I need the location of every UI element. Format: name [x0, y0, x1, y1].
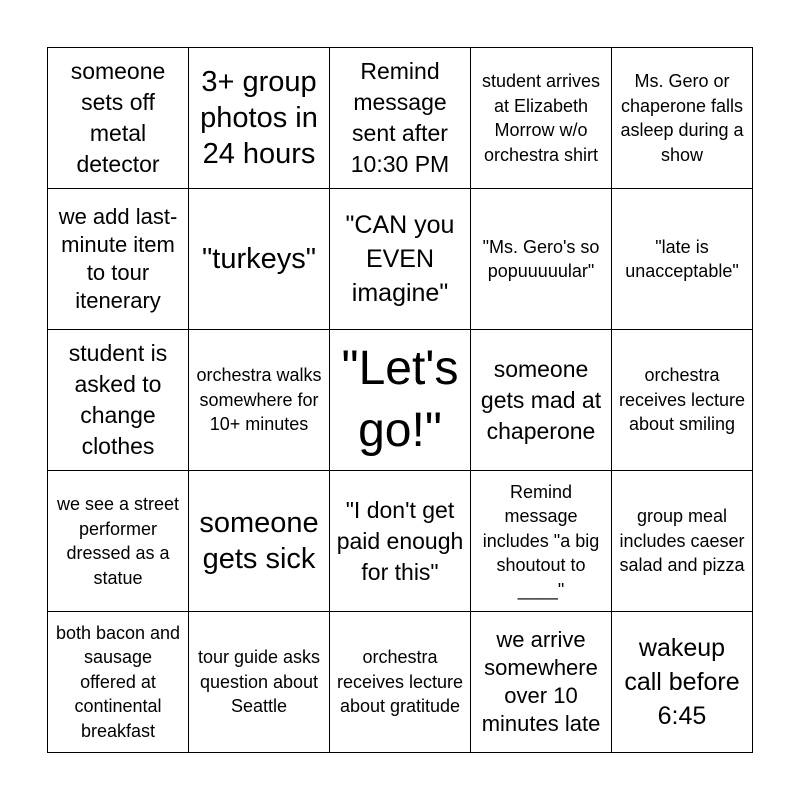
bingo-cell[interactable] — [471, 330, 612, 471]
cell-text: orchestra receives lecture about gratitude — [336, 647, 464, 717]
bingo-cell[interactable] — [612, 48, 753, 189]
cell-text: "late is unacceptable" — [625, 236, 739, 281]
cell-text: "Let's go!" — [341, 342, 459, 457]
bingo-cell[interactable] — [612, 330, 753, 471]
bingo-cell[interactable] — [48, 189, 189, 330]
bingo-cell[interactable] — [189, 189, 330, 330]
cell-text: student is asked to change clothes — [68, 340, 168, 459]
bingo-cell[interactable] — [330, 48, 471, 189]
bingo-cell[interactable] — [189, 612, 330, 753]
bingo-cell[interactable] — [471, 612, 612, 753]
bingo-cell[interactable] — [330, 189, 471, 330]
cell-text: someone gets mad at chaperone — [480, 355, 602, 444]
bingo-cell[interactable] — [471, 189, 612, 330]
bingo-cell[interactable] — [48, 471, 189, 612]
cell-text: "I don't get paid enough for this" — [336, 496, 464, 585]
cell-text: Remind message includes "a big shoutout to ____" — [482, 481, 600, 600]
cell-text: "turkeys" — [201, 243, 317, 275]
bingo-board — [47, 47, 753, 753]
cell-text: wakeup call before 6:45 — [624, 634, 740, 730]
cell-text: Remind message sent after 10:30 PM — [350, 58, 450, 177]
cell-text: we see a street performer dressed as a statue — [56, 494, 180, 588]
cell-text: someone sets off metal detector — [70, 58, 166, 177]
bingo-cell[interactable] — [48, 612, 189, 753]
bingo-cell[interactable] — [330, 471, 471, 612]
cell-text: we add last-minute item to tour itenerary — [58, 204, 178, 313]
cell-text: student arrives at Elizabeth Morrow w/o orchestra shirt — [481, 71, 601, 165]
bingo-cell[interactable] — [330, 612, 471, 753]
cell-text: someone gets sick — [199, 507, 319, 575]
cell-text: both bacon and sausage offered at continental breakfast — [55, 622, 181, 741]
cell-text: orchestra walks somewhere for 10+ minutes — [196, 365, 322, 435]
bingo-cell[interactable] — [612, 471, 753, 612]
cell-text: we arrive somewhere over 10 minutes late — [481, 627, 601, 736]
bingo-cell[interactable] — [189, 330, 330, 471]
bingo-cell[interactable] — [48, 330, 189, 471]
cell-text: 3+ group photos in 24 hours — [200, 66, 318, 170]
cell-text: "CAN you EVEN imagine" — [345, 211, 455, 307]
cell-text: "Ms. Gero's so popuuuuular" — [482, 236, 600, 281]
bingo-cell-free[interactable] — [330, 330, 471, 471]
cell-text: orchestra receives lecture about smiling — [618, 365, 746, 435]
bingo-cell[interactable] — [471, 471, 612, 612]
bingo-cell[interactable] — [612, 612, 753, 753]
bingo-cell[interactable] — [48, 48, 189, 189]
cell-text: tour guide asks question about Seattle — [197, 647, 321, 717]
bingo-cell[interactable] — [612, 189, 753, 330]
bingo-cell[interactable] — [189, 48, 330, 189]
bingo-cell[interactable] — [471, 48, 612, 189]
bingo-cell[interactable] — [189, 471, 330, 612]
cell-text: Ms. Gero or chaperone falls asleep during a show — [620, 71, 744, 165]
cell-text: group meal includes caeser salad and pizza — [619, 506, 745, 576]
